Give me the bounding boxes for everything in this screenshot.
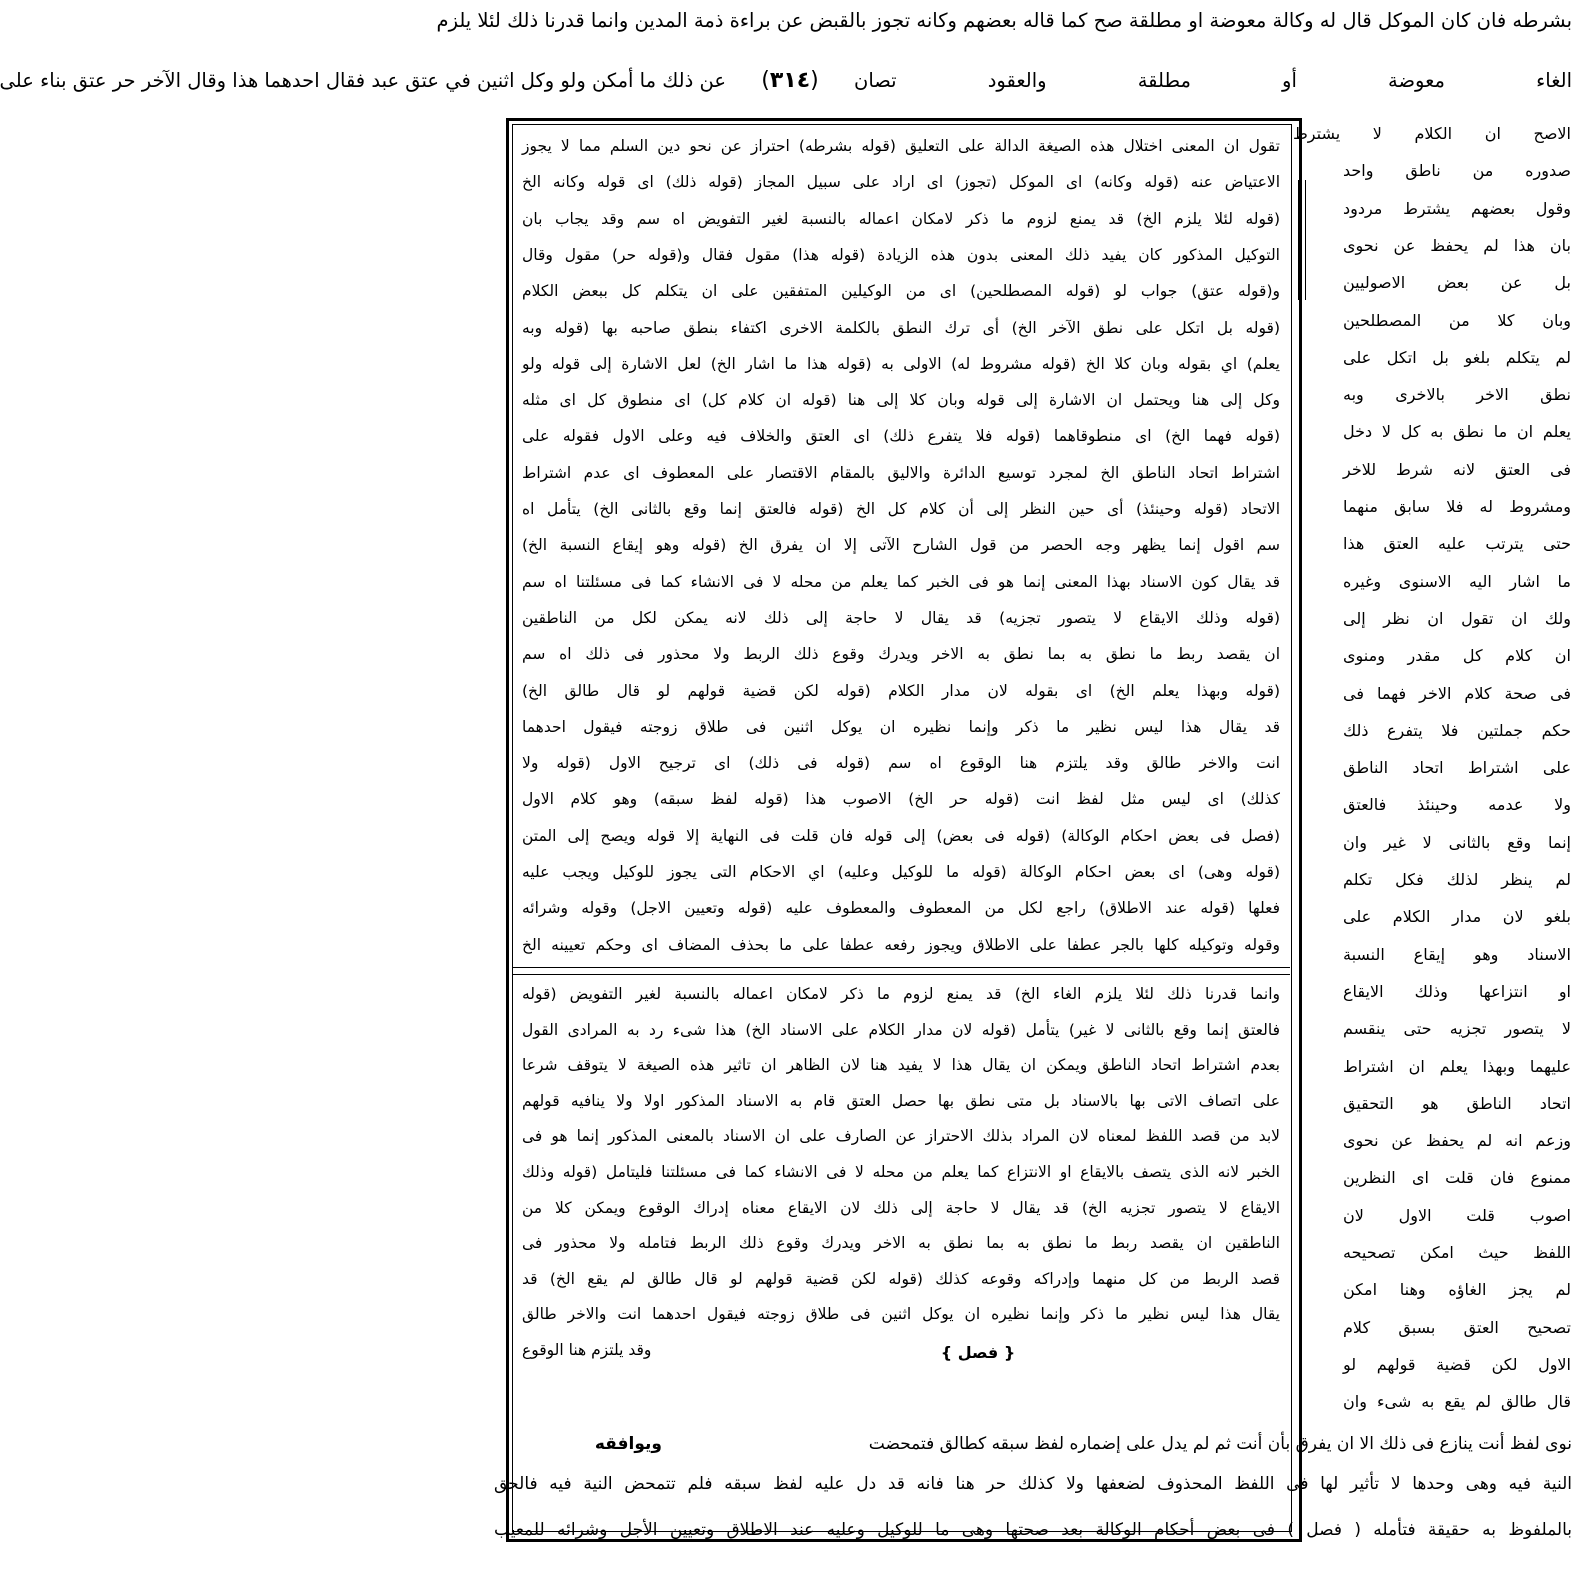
box1-line: التوكيل المذكور كان يفيد ذلك المعنى بدون هذه الزيادة (قوله هذا) مقول فقال و(قوله حر) مقول وقال xyxy=(522,245,1280,264)
margin-line: عليهما وبهذا يعلم ان اشتراط xyxy=(1343,1056,1571,1076)
box2-line: يقال هذا ليس نظير ما ذكر وإنما نظيره ان يوكل اثنين فى طلاق زوجته فيقول احدهما انت والاخر طالق xyxy=(522,1305,1280,1324)
margin-line: ممنوع فان قلت اى النظرين xyxy=(1343,1168,1571,1188)
box1-line: (قوله بل اتكل على نطق الآخر الخ) أى ترك النطق بالكلمة الاخرى اكتفاء بنطق صاحبه بها (قوله وبه xyxy=(522,318,1280,337)
margin-line: بان هذا لم يحفظ عن نحوى xyxy=(1343,235,1571,255)
box1-line: (قوله وبهذا يعلم الخ) اى بقوله لان مدار الكلام (قوله لكن قضية قولهم لو قال طالق الخ) xyxy=(522,681,1280,700)
box1-line: الاتحاد (قوله وحينئذ) أى حين النظر إلى أن كلام كل الخ (قوله فالعتق إنما وقع بالثانى الخ) يتأمل اه xyxy=(522,500,1280,518)
footer-line-2: النية فيه وهى وحدها لا تأثير لها فى اللفظ المحذوف لضعفها ولا كذلك حر هنا فانه قد دل عليه لفظ سبقه فلم تتمحض النية فيه فالحق xyxy=(494,1474,1572,1494)
box1-line: وقوله وتوكيله كلها بالجر عطفا على الاطلاق ويجوز رفعه عطفا على ما بحذف المضاف اى وحكم تعيينه الخ xyxy=(522,935,1280,954)
box2-line: وانما قدرنا ذلك لئلا يلزم الغاء الخ) قد يمنع لزوم ما ذكر لامكان اعماله بالنسبة لغير التفويض (قوله xyxy=(522,985,1280,1003)
box1-line: قد يقال كون الاسناد بهذا المعنى إنما هو فى الخبر كما يعلم من محله لا فى الانشاء كما فى مسئلتنا اه سم xyxy=(522,572,1280,591)
page-number-value: ٣١٤ xyxy=(769,68,811,93)
box1-line: (قوله وذلك الايقاع لا يتصور تجزيه) قد يقال لا حاجة إلى ذلك لانه يمكن لكل من الناطقين xyxy=(522,608,1280,627)
margin-line: فى العتق لانه شرط للاخر xyxy=(1343,459,1571,479)
margin-line: الاول لكن قضية قولهم لو xyxy=(1343,1354,1571,1374)
margin-line: ان كلام كل مقدر ومنوى xyxy=(1343,646,1571,666)
margin-line: ومشروط له فلا سابق منهما xyxy=(1343,497,1571,516)
box1-line: اشتراط اتحاد الناطق الخ لمجرد توسيع الدائرة والاليق بالمقام الاقتصار على المعطوف اى عدم اشتراط xyxy=(522,463,1280,482)
fasl-heading: { فصل } xyxy=(940,1343,1016,1362)
margin-line: بلغو لان مدار الكلام على xyxy=(1343,907,1571,927)
box1-line: (قوله وهى) اى بعض احكام الوكالة (قوله ما للوكيل وعليه) اي الاحكام التى يجوز للوكيل ويجب عليه xyxy=(522,863,1280,881)
box1-line: قد يقال هذا ليس نظير ما ذكر وإنما نظيره ان يوكل اثنين فى طلاق زوجته فيقول احدهما xyxy=(522,717,1280,736)
margin-line: تصحيح العتق بسبق كلام xyxy=(1343,1317,1571,1337)
box1-line: كذلك) اى ليس مثل لفظ انت (قوله حر الخ) الاصوب هذا (قوله لفظ سبقه) وهو كلام الاول xyxy=(522,790,1280,809)
margin-line: لم يتكلم بلغو بل اتكل على xyxy=(1343,347,1571,367)
page-number: (٣١٤) xyxy=(761,68,819,93)
box2-line: قصد الربط من كل منهما وإدراكه وقوعه كذلك (قوله لكن قضية قولهم لو قال طالق لم يقع الخ) قد xyxy=(522,1269,1280,1288)
margin-line: صدوره من ناطق واحد xyxy=(1343,161,1571,181)
box1-line: انت والاخر طالق وقد يلتزم هنا الوقوع اه سم (قوله فى ذلك) اى ترجيح الاول (قوله ولا xyxy=(522,754,1280,773)
margin-line: وبان كلا من المصطلحين xyxy=(1343,310,1571,330)
margin-line: وزعم انه لم يحفظ عن نحوى xyxy=(1343,1131,1571,1151)
footer-line-1-end: ويوافقه xyxy=(594,1434,662,1454)
margin-line: بل عن بعض الاصوليين xyxy=(1343,273,1571,293)
margin-line: ولك ان تقول ان نظر إلى xyxy=(1343,608,1571,628)
box1-line: يعلم) اي بقوله وبان كلا الخ (قوله مشروط له) الاولى به (قوله هذا ما اشار الخ) لعل الاشارة إلى قوله ولو xyxy=(522,354,1280,373)
margin-line: حكم جملتين فلا يتفرع ذلك xyxy=(1343,720,1571,740)
margin-line: إنما وقع بالثانى لا غير وان xyxy=(1343,832,1571,852)
box1-line: فعلها (قوله عند الاطلاق) راجع لكل من المعطوف والمعطوف عليه (قوله وتعيين الاجل) وقوله وشرائه xyxy=(522,899,1280,918)
commentary-frame-divider xyxy=(512,967,1290,975)
header-line-1: بشرطه فان كان الموكل قال له وكالة معوضة او مطلقة صح كما قاله بعضهم وكانه تجوز بالقبض عن براءة ذمة المدين وانما قدرنا ذلك لئلا يلزم xyxy=(436,9,1572,32)
margin-line: لم يجز الغاؤه وهنا امكن xyxy=(1343,1280,1571,1300)
box2-line: بعدم اشتراط اتحاد الناطق ويمكن ان يقال هذا لا يفيد هنا لان الظاهر ان تاثير هذه الصيغة لا يتوقف شرعا xyxy=(522,1056,1280,1075)
margin-line: فى صحة كلام الاخر فهما فى xyxy=(1343,683,1571,703)
margin-line: الاصح ان الكلام لا يشترط xyxy=(1293,124,1571,143)
box1-line: و(قوله عتق) جواب لو (قوله المصطلحين) اى من الوكيلين المتفقين على ان يتكلم كل ببعض الكلام xyxy=(522,282,1280,301)
box1-line: تقول ان المعنى اختلال هذه الصيغة الدالة على التعليق (قوله بشرطه) احتراز عن نحو دين السلم مما لا يجوز xyxy=(522,137,1280,155)
margin-line: نطق الاخر بالاخرى وبه xyxy=(1343,385,1571,405)
box2-line: الخبر لانه الذى يتصف بالايقاع او الانتزاع كما يعلم من محله لا فى الانشاء كما فى مسئلتنا فليتامل (قوله وذلك xyxy=(522,1163,1280,1181)
box1-line: وكل إلى هنا ويحتمل ان الاشارة إلى قوله وبان كلا إلى هنا (قوله ان كلام كل) اى منطوق كل اى مثله xyxy=(522,391,1280,410)
margin-line: اللفظ حيث امكن تصحيحه xyxy=(1343,1243,1571,1262)
margin-line: وقول بعضهم يشترط مردود xyxy=(1343,198,1571,218)
margin-line: ولا عدمه وحينئذ فالعتق xyxy=(1343,795,1571,815)
box2-line: الايقاع لا يتصور تجزيه الخ) قد يقال لا حاجة إلى ذلك لان الايقاع معناه إدراك الوقوع ويمكن كلا من xyxy=(522,1198,1280,1217)
footer-line-1: نوى لفظ أنت ينازع فى ذلك الا ان يفرق بأن أنت ثم لم يدل على إضماره لفظ سبقه كطالق فتمحضت xyxy=(868,1434,1572,1454)
box2-line: وقد يلتزم هنا الوقوع xyxy=(522,1341,652,1359)
margin-line: او انتزاعها وذلك الايقاع xyxy=(1343,981,1571,1001)
margin-line: يعلم ان ما نطق به كل لا دخل xyxy=(1343,422,1571,442)
box1-line: ان يقصد ربط ما نطق به بما نطق به الاخر ويدرك وقوع ذلك الربط ولا محذور فى ذلك اه سم xyxy=(522,645,1280,664)
footer-line-3: بالملفوظ به حقيقة فتأمله ( فصل ) فى بعض أحكام الوكالة بعد صحتها وهى ما للوكيل وعليه عند الاطلاق وتعيين الأجل وشرائه للمعيب xyxy=(494,1520,1572,1540)
box2-line: الناطقين ان يقصد ربط ما نطق به بما نطق به الاخر ويدرك وقوع ذلك الربط فتامله ولا محذور فى xyxy=(522,1234,1280,1253)
box2-line: لابد من قصد اللفظ لمعناه لان المراد بذلك الاحتراز عن الصارف على ان الاسناد بالمعنى المذكور إنما هو فى xyxy=(522,1127,1280,1146)
box1-line: الاعتياض عنه (قوله وكانه) اى الموكل (تجوز) اى اراد على سبيل المجاز (قوله ذلك) اى قوله وكانه الخ xyxy=(522,173,1280,192)
margin-line: على اشتراط اتحاد الناطق xyxy=(1343,758,1571,778)
margin-line: حتى يترتب عليه العتق هذا xyxy=(1343,534,1571,554)
margin-line: اصوب قلت الاول لان xyxy=(1343,1205,1571,1225)
margin-line: لا يتصور تجزيه حتى ينقسم xyxy=(1343,1019,1571,1039)
box2-line: فالعتق إنما وقع بالثانى لا غير) يتأمل (قوله لان مدار الكلام على الاسناد الخ) هذا شىء رد به المرادى القول xyxy=(522,1020,1280,1039)
margin-line: ما اشار اليه الاسنوى وغيره xyxy=(1343,571,1571,591)
margin-line: الاسناد وهو إيقاع النسبة xyxy=(1343,944,1571,964)
box2-line: على اتصاف الاتى بها بالاسناد بل متى نطق بها حصل العتق قام به الاسناد المذكور اولا ولا ينافيه قولهم xyxy=(522,1091,1280,1110)
margin-line: اتحاد الناطق هو التحقيق xyxy=(1343,1093,1571,1113)
margin-line: قال طالق لم يقع به شىء وان xyxy=(1343,1392,1571,1412)
header-line-2-left: عن ذلك ما أمكن ولو وكل اثنين في عتق عبد فقال احدهما هذا وقال الآخر حر عتق بناء على xyxy=(0,69,726,92)
header-line-2-right: الغاء معوضة أو مطلقة والعقود تصان xyxy=(854,69,1572,92)
box1-line: سم اقول إنما يظهر وجه الحصر من قول الشارح الآتى إلا ان يفرق الخ (قوله وهو إيقاع النسبة الخ) xyxy=(522,536,1280,555)
box1-line: (فصل فى بعض احكام الوكالة) (قوله فى بعض) إلى قوله فان قلت فى النهاية إلا قوله ويصح إلى المتن xyxy=(522,826,1280,845)
box1-line: (قوله فهما الخ) اى منطوقاهما (قوله فلا يتفرع ذلك) اى العتق والخلاف فيه وعلى الاول فقوله على xyxy=(522,427,1280,446)
box1-line: (قوله لئلا يلزم الخ) قد يمنع لزوم ما ذكر لامكان اعماله بالنسبة لغير التفويض اه سم وقد يجاب بان xyxy=(522,209,1280,228)
margin-line: لم ينظر لذلك فكل تكلم xyxy=(1343,870,1571,889)
margin-bracket xyxy=(1298,180,1306,300)
